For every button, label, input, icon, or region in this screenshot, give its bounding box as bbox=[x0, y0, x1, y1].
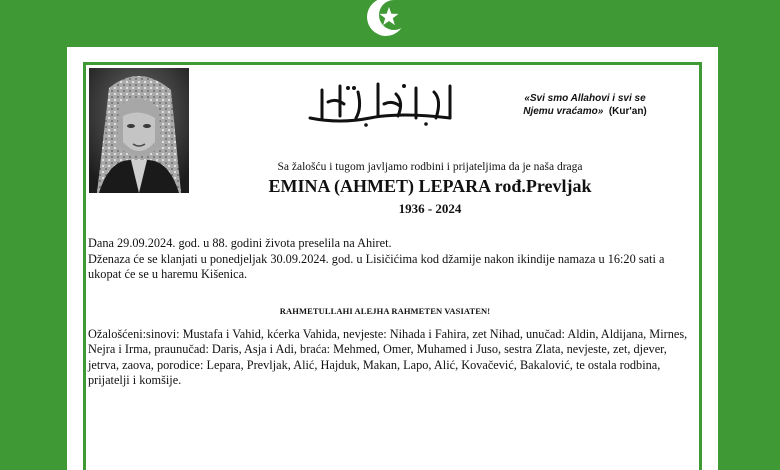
life-years: 1936 - 2024 bbox=[398, 201, 462, 216]
quote-line-1: «Svi smo Allahovi i svi se bbox=[524, 93, 646, 104]
portrait-photo bbox=[89, 68, 189, 193]
funeral-details-text: Dženaza će se klanjati u ponedjeljak 30.09.2024. god. u Lisičićima kod džamije nakon ikindije namaza u 16:20 sati a ukopat će se u haremu Kišenica. bbox=[88, 251, 665, 281]
deceased-name: EMINA (AHMET) LEPARA rođ.Prevljak bbox=[268, 176, 592, 196]
quote-line-2: Njemu vraćamo» bbox=[523, 106, 604, 117]
dua-text: RAHMETULLAHI ALEJHA RAHMETEN VASIATEN! bbox=[279, 306, 491, 316]
notice-body bbox=[88, 236, 692, 283]
announcement-text: Sa žalošću i tugom javljamo rodbini i prijateljima da je naša draga bbox=[277, 161, 583, 173]
mourners-list: Ožalošćeni:sinovi: Mustafa i Vahid, kćerka Vahida, nevjeste: Nihada i Fahira, zet Nihad, unučad: Aldin, Aldijana, Mirnes, Nejra i Irma, praunučad: Daris, Asja i Adi, braća: Mehmed, Omer, Muhamed i Juso, sestra Zlata, nevjeste, zet, djever, jetrva, zaova, porodice: Lepara, Prevljak, Alić, Hajduk, Makan, Lapo, Alić, Kovačević, Bakalović, te ostala rodbina, prijatelji i komšije. bbox=[88, 327, 688, 388]
crescent-and-star-icon bbox=[363, 0, 415, 40]
death-date-text: Dana 29.09.2024. god. u 88. godini života preselila na Ahiret. bbox=[88, 236, 392, 250]
quote-reference: (Kur'an) bbox=[608, 106, 647, 117]
arabic-calligraphy-irtahala-ila-rabbiha bbox=[300, 78, 465, 128]
quran-quote bbox=[500, 92, 670, 118]
